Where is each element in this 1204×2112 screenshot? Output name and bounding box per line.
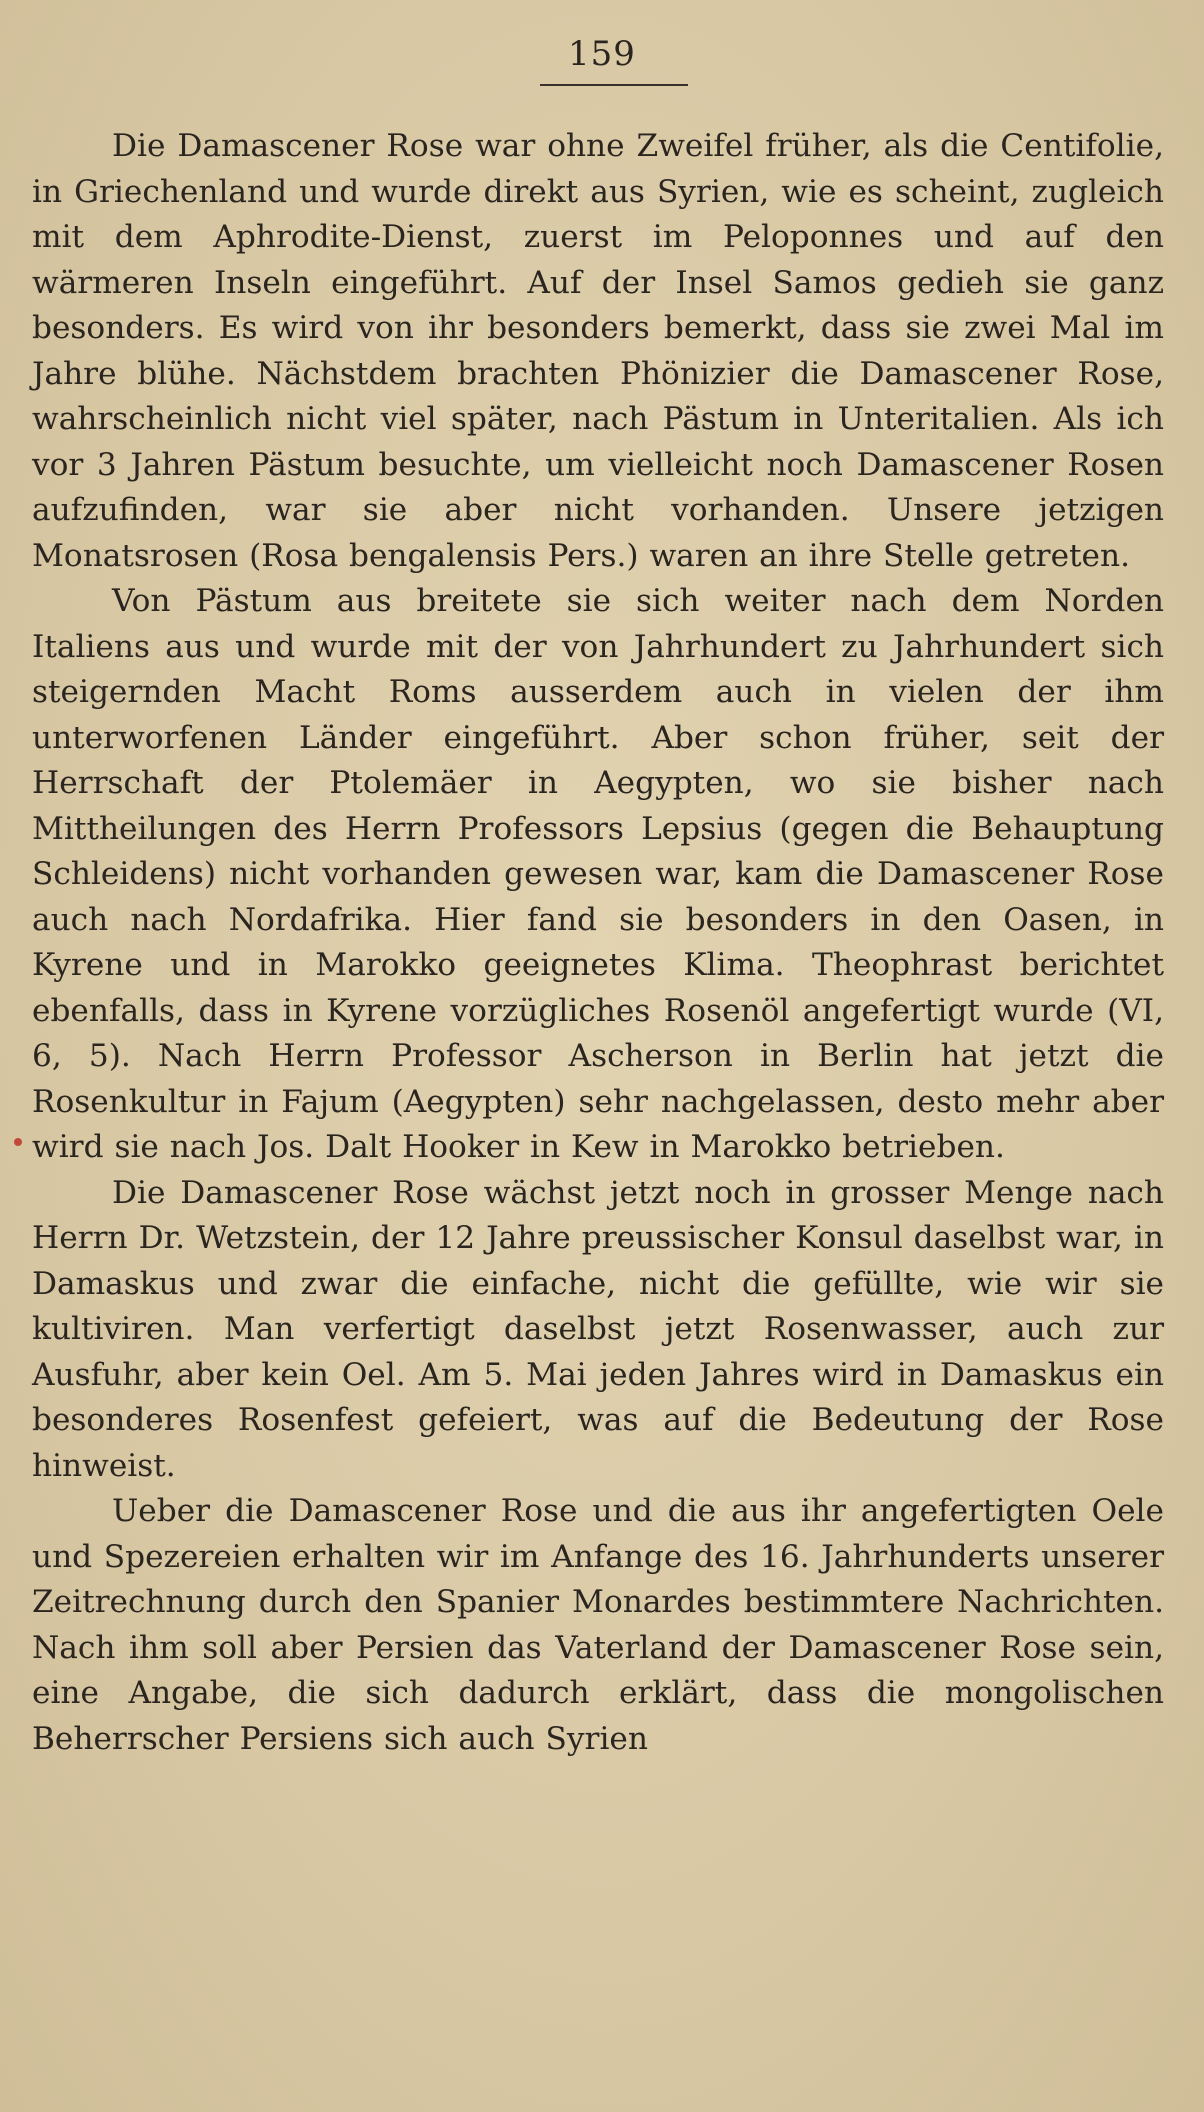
paragraph: Die Damascener Rose war ohne Zweifel früher, als die Centifolie, in Griechenland und wurde direkt aus Syrien, wie es scheint, zugleich mit dem Aphrodite-Dienst, zuerst im Peloponnes und auf den wärmeren Inseln eingeführt. Auf der Insel Samos gedieh sie ganz besonders. Es wird von ihr besonders bemerkt, dass sie zwei Mal im Jahre blühe. Nächstdem brachten Phönizier die Damascener Rose, wahrscheinlich nicht viel später, nach Pästum in Unteritalien. Als ich vor 3 Jahren Pästum besuchte, um vielleicht noch Damascener Rosen aufzufinden, war sie aber nicht vorhanden. Unsere jetzigen Monatsrosen (Rosa bengalensis Pers.) waren an ihre Stelle getreten. [32, 128, 1164, 574]
page-number: 159 [568, 34, 636, 74]
paragraph: Ueber die Damascener Rose und die aus ihr angefertigten Oele und Spezereien erhalten wir im Anfange des 16. Jahrhunderts unserer Zeitrechnung durch den Spanier Monardes bestimmtere Nachrichten. Nach ihm soll aber Persien das Vaterland der Damascener Rose sein, eine Angabe, die sich dadurch erklärt, dass die mongolischen Beherrscher Persiens sich auch Syrien [32, 1493, 1164, 1757]
header-rule [540, 84, 688, 86]
body-text [32, 124, 1164, 1762]
paragraph: Die Damascener Rose wächst jetzt noch in grosser Menge nach Herrn Dr. Wetzstein, der 12 Jahre preussischer Konsul daselbst war, in Damaskus und zwar die einfache, nicht die gefüllte, wie wir sie kultiviren. Man verfertigt daselbst jetzt Rosenwasser, auch zur Ausfuhr, aber kein Oel. Am 5. Mai jeden Jahres wird in Damaskus ein besonderes Rosenfest gefeiert, was auf die Bedeutung der Rose hinweist. [32, 1174, 1164, 1484]
margin-mark [14, 1138, 22, 1146]
paragraph: Von Pästum aus breitete sie sich weiter nach dem Norden Italiens aus und wurde mit der von Jahrhundert zu Jahrhundert sich steigernden Macht Roms ausserdem auch in vielen der ihm unterworfenen Länder eingeführt. Aber schon früher, seit der Herrschaft der Ptolemäer in Aegypten, wo sie bisher nach Mittheilungen des Herrn Professors Lepsius (gegen die Behauptung Schleidens) nicht vorhanden gewesen war, kam die Damascener Rose auch nach Nordafrika. Hier fand sie besonders in den Oasen, in Kyrene und in Marokko geeignetes Klima. Theophrast berichtet ebenfalls, dass in Kyrene vorzügliches Rosenöl angefertigt wurde (VI, 6, 5). Nach Herrn Professor Ascherson in Berlin hat jetzt die Rosenkultur in Fajum (Aegypten) sehr nachgelassen, desto mehr aber wird sie nach Jos. Dalt Hooker in Kew in Marokko betrieben. [32, 583, 1164, 1165]
